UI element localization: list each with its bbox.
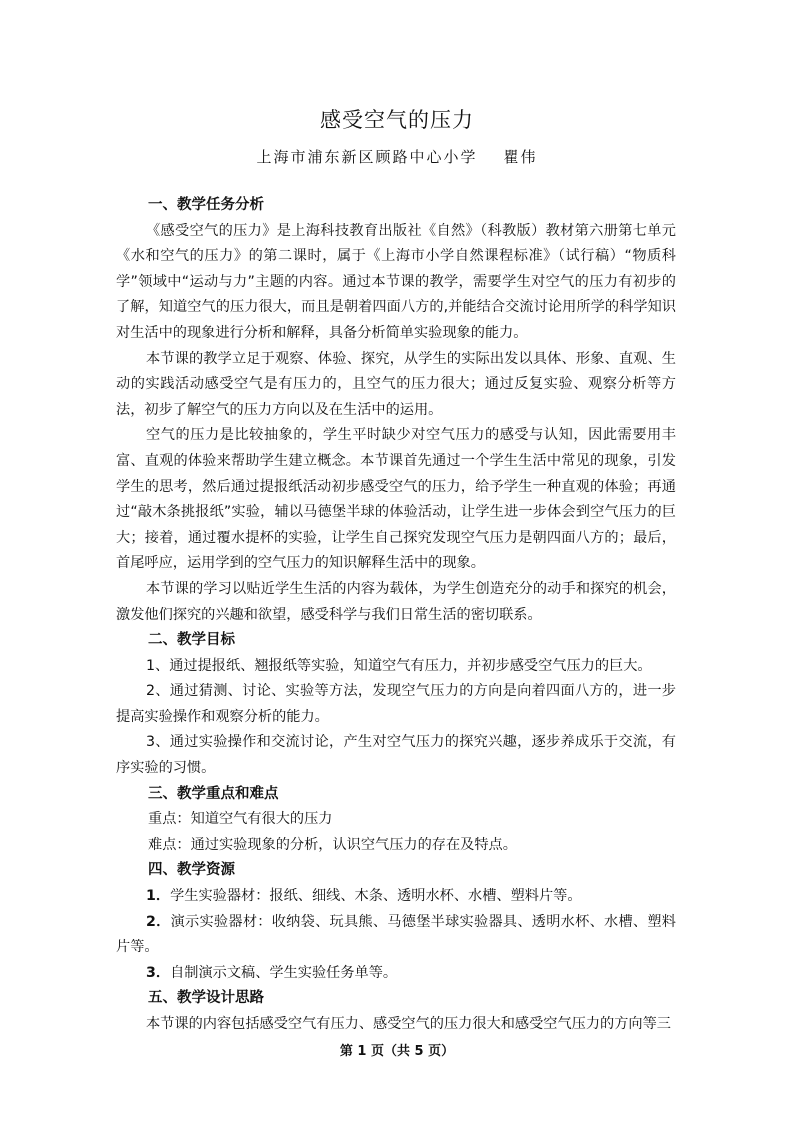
section-heading-2: 二、教学目标 <box>148 632 235 649</box>
resource-number: 1． <box>146 888 171 905</box>
resource-text: 演示实验器材：收纳袋、玩具熊、马德堡半球实验器具、透明水杯、水槽、塑料片等。 <box>116 913 676 956</box>
school-name: 上海市浦东新区顾路中心小学 <box>256 148 478 166</box>
difficulty-point: 难点：通过实验现象的分析，认识空气压力的存在及特点。 <box>148 836 517 853</box>
resource-item <box>116 884 676 910</box>
resource-number: 3． <box>146 964 171 981</box>
document-body <box>116 193 676 1038</box>
objective-item: 2、通过猜测、讨论、实验等方法，发现空气压力的方向是向着四面八方的，进一步提高实验操作和观察分析的能力。 <box>116 683 676 725</box>
paragraph: 空气的压力是比较抽象的，学生平时缺少对空气压力的感受与认知，因此需要用丰富、直观的体验来帮助学生建立概念。本节课首先通过一个学生生活中常见的现象，引发学生的思考，然后通过提报纸活动初步感受空气的压力，给予学生一种直观的体验；再通过“敲木条挑报纸”实验，辅以马德堡半球的体验活动，让学生进一步体会到空气压力的巨大；接着，通过覆水提杯的实验，让学生自己探究发现空气压力是朝四面八方的；最后，首尾呼应，运用学到的空气压力的知识解释生活中的现象。 <box>116 427 676 572</box>
resource-item <box>116 910 676 961</box>
objective-item: 3、通过实验操作和交流讨论，产生对空气压力的探究兴趣，逐步养成乐于交流，有序实验的习惯。 <box>116 734 676 777</box>
paragraph: 本节课的教学立足于观察、体验、探究，从学生的实际出发以具体、形象、直观、生动的实践活动感受空气是有压力的，且空气的压力很大；通过反复实验、观察分析等方法，初步了解空气的压力方向以及在生活中的运用。 <box>116 350 676 418</box>
resource-text: 自制演示文稿、学生实验任务单等。 <box>170 964 398 981</box>
key-point: 重点：知道空气有很大的压力 <box>148 811 333 828</box>
section-heading-4: 四、教学资源 <box>148 862 235 879</box>
paragraph: 《感受空气的压力》是上海科技教育出版社《自然》（科教版）教材第六册第七单元《水和空气的压力》的第二课时，属于《上海市小学自然课程标准》（试行稿）“物质科学”领域中“运动与力”主题的内容。通过本节课的教学，需要学生对空气的压力有初步的了解，知道空气的压力很大，而且是朝着四面八方的,并能结合交流讨论用所学的科学知识对生活中的现象进行分析和解释，具备分析简单实验现象的能力。 <box>116 222 676 341</box>
objective-item: 1、通过提报纸、翘报纸等实验，知道空气有压力，并初步感受空气压力的巨大。 <box>146 657 652 674</box>
section-heading-3: 三、教学重点和难点 <box>148 785 279 802</box>
resource-item <box>116 961 676 987</box>
author-name: 瞿伟 <box>503 148 538 166</box>
author-line <box>0 146 794 167</box>
paragraph: 本节课的内容包括感受空气有压力、感受空气的压力很大和感受空气压力的方向等三 <box>146 1016 671 1032</box>
resource-text: 学生实验器材：报纸、细线、木条、透明水杯、水槽、塑料片等。 <box>170 888 582 905</box>
section-heading-1: 一、教学任务分析 <box>148 197 264 213</box>
section-heading-5: 五、教学设计思路 <box>148 990 264 1007</box>
page-footer: 第 1 页（共 5 页） <box>339 1044 455 1059</box>
resource-number: 2． <box>146 913 171 930</box>
paragraph: 本节课的学习以贴近学生生活的内容为载体，为学生创造充分的动手和探究的机会，激发他们探究的兴趣和欲望，感受科学与我们日常生活的密切联系。 <box>116 580 676 623</box>
document-title: 感受空气的压力 <box>320 108 474 132</box>
